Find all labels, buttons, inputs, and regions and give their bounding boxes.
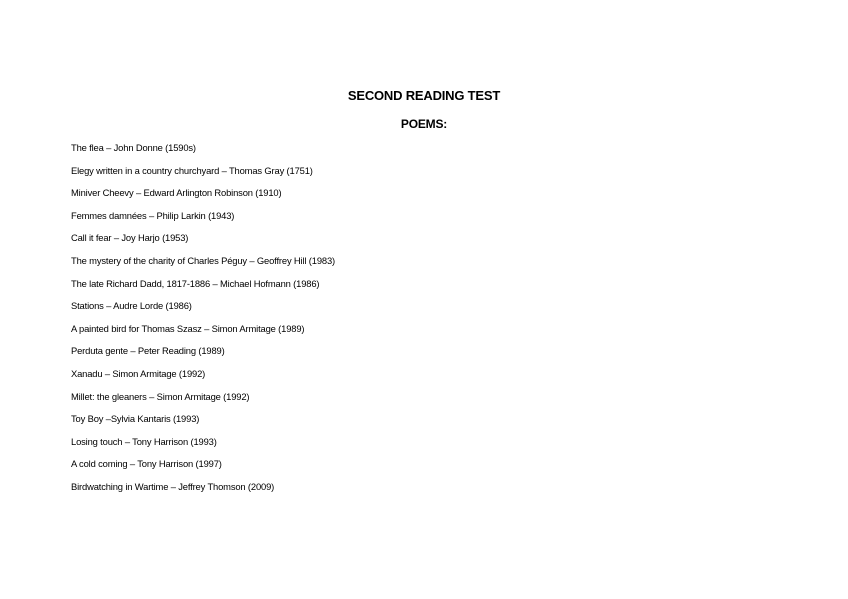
poem-item: Xanadu – Simon Armitage (1992) <box>71 367 206 379</box>
poem-item: Elegy written in a country churchyard – Thomas Gray (1751) <box>71 164 313 176</box>
poem-item: The flea – John Donne (1590s) <box>71 142 196 153</box>
poem-item: The late Richard Dadd, 1817-1886 – Michael Hofmann (1986) <box>71 277 320 289</box>
poem-item: Birdwatching in Wartime – Jeffrey Thomson (2009) <box>71 480 275 492</box>
section-heading: POEMS: <box>400 117 448 131</box>
poem-item: Call it fear – Joy Harjo (1953) <box>71 232 189 244</box>
poem-list <box>71 142 335 504</box>
poem-item: Millet: the gleaners – Simon Armitage (1992) <box>71 390 250 402</box>
poem-item: Losing touch – Tony Harrison (1993) <box>71 435 217 447</box>
poem-item: Femmes damnées – Philip Larkin (1943) <box>71 209 235 221</box>
page-title: SECOND READING TEST <box>347 88 501 103</box>
poem-item: The mystery of the charity of Charles Péguy – Geoffrey Hill (1983) <box>71 254 336 266</box>
poem-item: Perduta gente – Peter Reading (1989) <box>71 345 225 357</box>
poem-item: A cold coming – Tony Harrison (1997) <box>71 458 222 470</box>
poem-item: A painted bird for Thomas Szasz – Simon Armitage (1989) <box>71 322 305 334</box>
poem-item: Toy Boy –Sylvia Kantaris (1993) <box>71 413 200 425</box>
poem-item: Miniver Cheevy – Edward Arlington Robinson (1910) <box>71 187 282 199</box>
poem-item: Stations – Audre Lorde (1986) <box>71 300 192 312</box>
